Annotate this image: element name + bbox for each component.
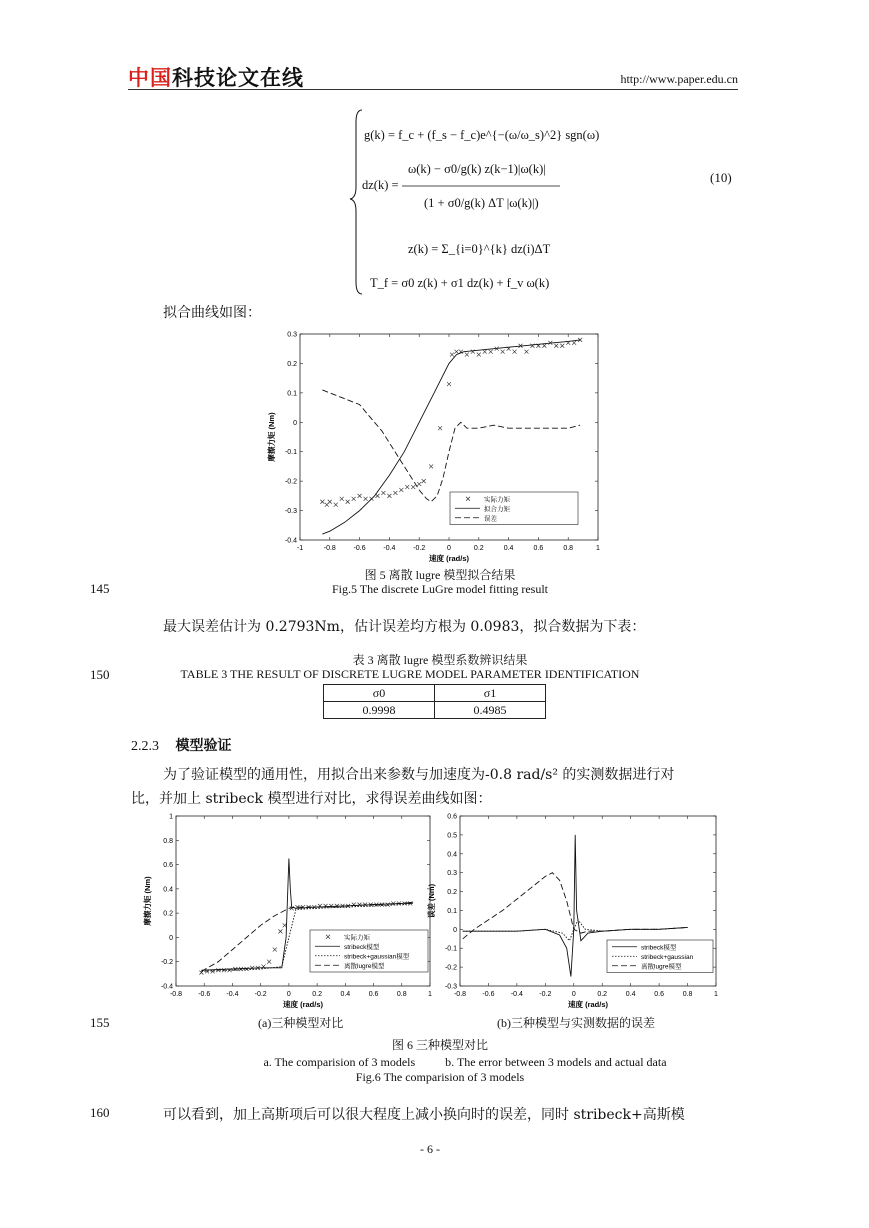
data-point-marker (489, 350, 493, 354)
y-tick-label: 0.4 (447, 851, 457, 859)
fig6a-subcaption: (a)三种模型对比 (258, 1016, 344, 1030)
y-tick-label: 1 (169, 813, 173, 821)
paragraph-line-2: 比，并加上 stribeck 模型进行对比，求得误差曲线如图： (131, 791, 492, 807)
legend-label: stribeck模型 (641, 944, 677, 952)
fig6-caption-cn: 图 6 三种模型对比 (391, 1038, 488, 1052)
data-point-marker (405, 485, 409, 489)
x-tick-label: -1 (296, 545, 304, 552)
x-tick-label: 0.8 (682, 991, 693, 998)
table3-caption-cn: 表 3 离散 lugre 模型系数辨识结果 (352, 653, 528, 667)
fig6b-chart (427, 810, 724, 1009)
y-tick-label: 0.2 (163, 910, 173, 918)
x-tick-label: -0.8 (323, 545, 336, 552)
data-point-marker (477, 353, 481, 357)
data-point-marker (364, 497, 368, 501)
x-tick-label: -0.6 (482, 991, 495, 998)
x-tick-label: 0 (571, 991, 576, 998)
logo-red-part: 中国 (128, 66, 172, 90)
y-tick-label: 0.3 (287, 331, 297, 339)
data-point-marker (328, 500, 332, 504)
line-number-160: 160 (90, 1105, 110, 1120)
table3-value-row (324, 702, 546, 719)
x-tick-label: 0.6 (654, 991, 664, 998)
data-point-marker (216, 968, 220, 972)
data-point-marker (417, 482, 421, 486)
y-tick-label: 0.2 (447, 889, 457, 897)
equation-line-1: g(k) = f_c + (f_s − f_c)e^{−(ω/ω_s)^2} sgn(ω) (364, 128, 600, 142)
x-axis-label: 速度 (rad/s) (428, 554, 470, 563)
x-tick-label: 1 (596, 545, 600, 552)
y-tick-label: -0.2 (444, 964, 457, 972)
table3-header-sigma1: σ1 (435, 685, 546, 702)
data-point-marker (340, 497, 344, 501)
fig5-caption-en: Fig.5 The discrete LuGre model fitting result (331, 582, 549, 596)
y-tick-label: -0.3 (284, 508, 297, 516)
data-point-marker (399, 488, 403, 492)
line-number-150: 150 (90, 667, 110, 682)
equation-line-2-lhs: dz(k) = (362, 178, 399, 192)
y-tick-label: 0.8 (163, 837, 173, 845)
x-axis-label: 速度 (rad/s) (282, 1000, 324, 1009)
y-axis-label: 摩擦力矩 (Nm) (143, 876, 152, 926)
x-tick-label: -0.2 (413, 545, 426, 552)
paragraph-line-1: 为了验证模型的通用性，用拟合出来参数与加速度为-0.8 rad/s² 的实测数据进行对 (163, 767, 675, 783)
section-title: 模型验证 (175, 738, 232, 754)
legend-label: 离散lugre模型 (641, 963, 682, 971)
logo-black-part: 科技论文在线 (172, 66, 304, 90)
y-tick-label: -0.2 (160, 959, 173, 967)
data-point-marker (352, 903, 356, 907)
data-point-marker (334, 503, 338, 507)
data-point-marker (554, 344, 558, 348)
legend-label: 离散lugre模型 (344, 962, 385, 970)
data-point-marker (352, 497, 356, 501)
series-line (322, 390, 580, 502)
line-number-155: 155 (90, 1015, 110, 1030)
table3 (323, 684, 546, 719)
table3-caption-en: TABLE 3 THE RESULT OF DISCRETE LUGRE MODEL PARAMETER IDENTIFICATION (180, 667, 640, 681)
data-point-marker (267, 960, 271, 964)
x-tick-label: -0.8 (453, 991, 467, 998)
data-point-marker (320, 500, 324, 504)
y-tick-label: -0.2 (284, 478, 297, 486)
data-point-marker (572, 341, 576, 345)
y-tick-label: -0.1 (284, 449, 297, 457)
section-heading (131, 735, 231, 755)
table3-value-sigma1: 0.4985 (435, 702, 546, 719)
section-number: 2.2.3 (131, 739, 159, 754)
data-point-marker (438, 426, 442, 430)
legend-label: 误差 (484, 515, 497, 523)
legend-label: stribeck+gaussian (641, 953, 694, 961)
x-tick-label: -0.2 (254, 991, 267, 998)
data-point-marker (501, 350, 505, 354)
equation-line-3: z(k) = Σ_{i=0}^{k} dz(i)ΔT (408, 242, 551, 256)
x-tick-label: -0.4 (383, 545, 396, 552)
fig5-chart (267, 326, 610, 566)
series-line (463, 873, 688, 939)
legend-label: stribeck模型 (344, 943, 380, 951)
y-tick-label: 0.1 (447, 907, 457, 915)
x-tick-label: -0.4 (510, 991, 523, 998)
x-tick-label: 0.6 (368, 991, 379, 998)
x-tick-label: 0.2 (597, 991, 608, 998)
data-point-marker (381, 491, 385, 495)
y-tick-label: 0.2 (287, 360, 297, 368)
data-point-marker (411, 485, 415, 489)
x-tick-label: -0.4 (226, 991, 239, 998)
y-tick-label: 0 (453, 926, 457, 934)
y-tick-label: 0.6 (163, 862, 173, 870)
equation-10 (350, 102, 740, 297)
data-point-marker (422, 479, 426, 483)
y-tick-label: -0.3 (444, 983, 457, 991)
data-point-marker (358, 494, 362, 498)
y-tick-label: 0.3 (447, 870, 457, 878)
x-tick-label: 0 (286, 991, 291, 998)
equation-number: (10) (710, 170, 732, 185)
page-number: - 6 - (420, 1142, 440, 1156)
y-axis-label: 误差 (Nm) (427, 883, 436, 919)
y-tick-label: 0.4 (163, 886, 173, 894)
x-tick-label: 1 (428, 991, 432, 998)
fig6a-chart (143, 810, 438, 1009)
fig6b-subcaption: (b)三种模型与实测数据的误差 (497, 1016, 655, 1030)
data-point-marker (278, 929, 282, 933)
x-tick-label: 0.2 (312, 991, 322, 998)
x-tick-label: -0.6 (353, 545, 366, 552)
data-point-marker (450, 353, 454, 357)
x-tick-label: 0.8 (396, 991, 407, 998)
journal-logo (128, 62, 304, 92)
equation-line-2-numerator: ω(k) − σ0/g(k) z(k−1)|ω(k)| (408, 162, 546, 176)
y-tick-label: 0 (293, 419, 297, 427)
fig6-caption-en: Fig.6 The comparision of 3 models (355, 1070, 525, 1084)
data-point-marker (542, 344, 546, 348)
data-point-marker (447, 382, 451, 386)
x-tick-label: 0.8 (563, 545, 574, 552)
error-sentence: 最大误差估计为 0.2793Nm，估计误差均方根为 0.0983，拟合数据为下表： (163, 619, 646, 635)
data-point-marker (346, 500, 350, 504)
header-rule (128, 89, 738, 90)
x-tick-label: 0.4 (503, 545, 514, 552)
line-number-145: 145 (90, 581, 110, 596)
legend-label: 拟合力矩 (484, 505, 510, 513)
equation-line-2-denominator: (1 + σ0/g(k) ΔT |ω(k)|) (424, 196, 539, 210)
data-point-marker (393, 491, 397, 495)
legend-label: 实际力矩 (484, 496, 510, 504)
legend-label: stribeck+gaussian模型 (344, 953, 410, 961)
y-tick-label: 0 (169, 934, 173, 942)
x-axis-label: 速度 (rad/s) (567, 1000, 609, 1009)
fig5-caption-cn: 图 5 离散 lugre 模型拟合结果 (364, 568, 516, 582)
closing-line: 可以看到，加上高斯项后可以很大程度上减小换向时的误差，同时 stribeck+高斯模 (163, 1107, 685, 1123)
table3-header-row (324, 685, 546, 702)
data-point-marker (324, 904, 328, 908)
data-point-marker (245, 967, 249, 971)
y-tick-label: 0.6 (447, 813, 457, 821)
x-tick-label: 0.4 (625, 991, 636, 998)
legend-label: 实际力矩 (344, 934, 370, 942)
data-point-marker (465, 353, 469, 357)
x-tick-label: 0.2 (473, 545, 484, 552)
y-tick-label: -0.4 (284, 537, 297, 545)
x-tick-label: 0.4 (340, 991, 351, 998)
fit-intro-text: 拟合曲线如图： (163, 305, 261, 321)
x-tick-label: -0.2 (539, 991, 552, 998)
fig6-subcaption-en: a. The comparision of 3 models b. The error between 3 models and actual data (263, 1055, 667, 1069)
y-axis-label: 摩擦力矩 (Nm) (267, 412, 276, 462)
data-point-marker (513, 350, 517, 354)
x-tick-label: 0 (447, 545, 451, 552)
x-tick-label: 0.6 (533, 545, 544, 552)
data-point-marker (524, 350, 528, 354)
y-tick-label: -0.1 (444, 945, 457, 953)
header-url[interactable]: http://www.paper.edu.cn (620, 72, 738, 86)
equation-line-4: T_f = σ0 z(k) + σ1 dz(k) + f_v ω(k) (370, 276, 550, 290)
data-point-marker (386, 903, 390, 907)
data-point-marker (273, 948, 277, 952)
data-point-marker (454, 350, 458, 354)
data-point-marker (429, 464, 433, 468)
x-tick-label: -0.8 (169, 991, 183, 998)
table3-value-sigma0: 0.9998 (324, 702, 435, 719)
data-point-marker (483, 350, 487, 354)
data-point-marker (387, 494, 391, 498)
x-tick-label: 1 (714, 991, 718, 998)
y-tick-label: -0.4 (160, 983, 173, 991)
y-tick-label: 0.1 (287, 390, 297, 398)
data-point-marker (560, 344, 564, 348)
y-tick-label: 0.5 (447, 832, 457, 840)
x-tick-label: -0.6 (198, 991, 211, 998)
table3-header-sigma0: σ0 (324, 685, 435, 702)
